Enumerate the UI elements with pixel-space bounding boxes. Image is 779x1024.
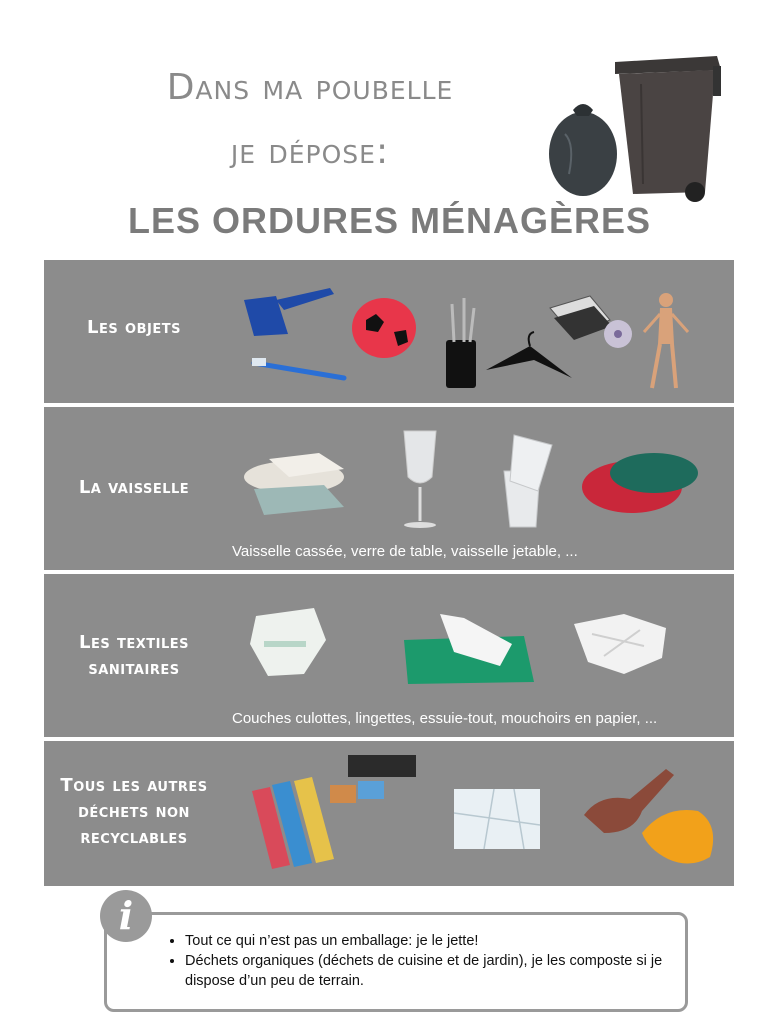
wipes-pack-icon [404,614,534,684]
wine-glass-icon [404,431,436,528]
ball-icon [352,298,416,358]
info-item: • Tout ce qui n’est pas un emballage: je le jette! [185,931,685,951]
info-item: • Déchets organiques (déchets de cuisine et de jardin), je les composte si je dispose d’un peu de terrain. [185,951,685,991]
electronics-icon [550,296,632,348]
band-objects [44,260,734,403]
broken-glass-icon [454,789,540,849]
label-line: déchets non [78,801,190,822]
wrapping-paper-icon [252,777,334,869]
orange-peel-icon [642,810,713,864]
label-line: Les objets [87,317,181,338]
hanger-icon [486,332,572,378]
title-line-1: Dans ma poubelle [166,67,454,108]
band-dishes [44,407,734,570]
info-box [104,912,688,1012]
trash-bin-illustration [545,44,725,204]
pen-holder-icon [446,298,476,388]
paper-plates-icon [582,453,698,513]
label-line: Tous les autres [60,775,208,796]
objects-images [44,260,734,403]
band-caption: Vaisselle cassée, verre de table, vaisselle jetable, ... [232,543,578,560]
doll-icon [644,293,688,388]
label-line: recyclables [80,827,188,848]
diaper-icon [250,608,326,676]
other-waste-images [44,741,734,886]
garbage-bag-icon [549,104,617,196]
toothbrush-icon [252,358,344,378]
plastic-cups-icon [504,435,552,527]
wheelie-bin-icon [615,56,721,202]
section-heading: LES ORDURES MÉNAGÈRES [127,200,652,241]
band-sanitary-textiles [44,574,734,737]
photos-printer-icon [330,755,416,803]
info-list [107,931,685,991]
title-line-2: je dépose: [230,131,390,172]
label-line: La vaisselle [78,477,190,498]
broken-plates-icon [244,453,344,515]
tissue-icon [574,614,666,674]
page-title [100,56,520,184]
label-line: Les textiles [79,632,189,653]
dustpan-icon [244,288,334,336]
info-icon: i [100,890,152,942]
band-other-waste [44,741,734,886]
label-line: sanitaires [88,658,180,679]
band-caption: Couches culottes, lingettes, essuie-tout, mouchoirs en papier, ... [232,710,658,727]
